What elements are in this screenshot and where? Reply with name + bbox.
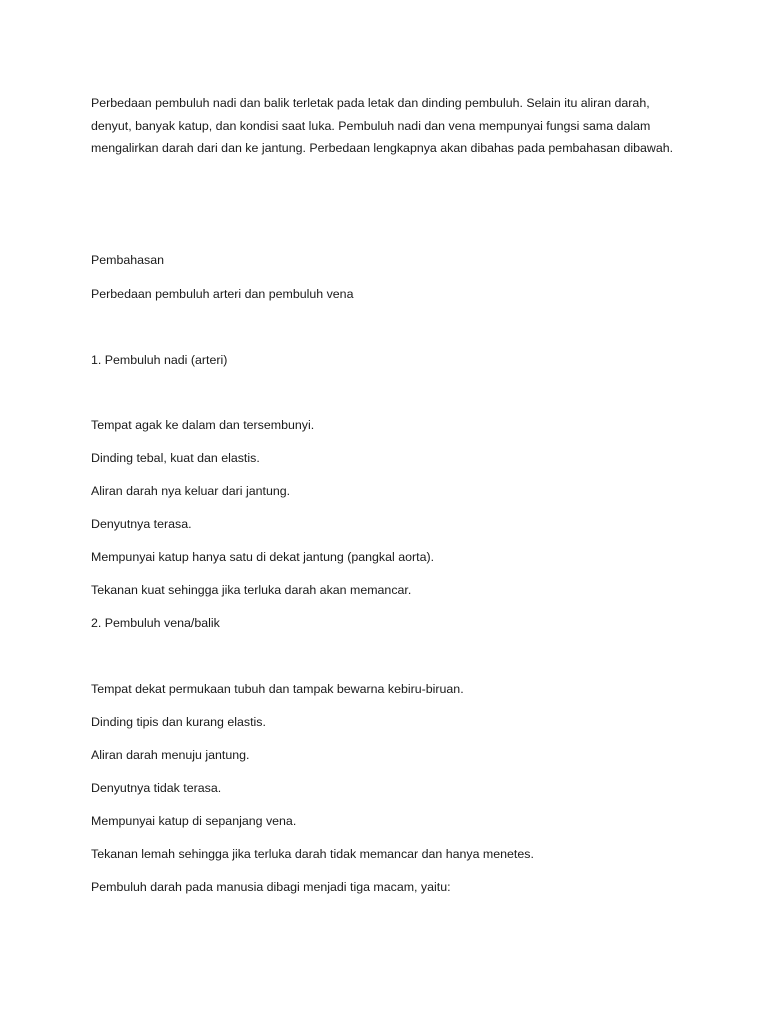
artery-item: Dinding tebal, kuat dan elastis. bbox=[91, 451, 260, 465]
vein-item: Tempat dekat permukaan tubuh dan tampak bewarna kebiru-biruan. bbox=[91, 682, 464, 696]
closing-line: Pembuluh darah pada manusia dibagi menjadi tiga macam, yaitu: bbox=[91, 880, 451, 894]
vein-item: Denyutnya tidak terasa. bbox=[91, 781, 222, 795]
artery-heading: 1. Pembuluh nadi (arteri) bbox=[91, 353, 228, 367]
vein-item: Aliran darah menuju jantung. bbox=[91, 748, 250, 762]
artery-item: Aliran darah nya keluar dari jantung. bbox=[91, 484, 291, 498]
artery-item: Mempunyai katup hanya satu di dekat jantung (pangkal aorta). bbox=[91, 550, 435, 564]
section-heading: Pembahasan bbox=[91, 253, 165, 267]
artery-item: Tekanan kuat sehingga jika terluka darah akan memancar. bbox=[91, 583, 412, 597]
artery-item: Tempat agak ke dalam dan tersembunyi. bbox=[91, 418, 315, 432]
intro-paragraph: Perbedaan pembuluh nadi dan balik terletak pada letak dan dinding pembuluh. Selain itu aliran darah, denyut, banyak katup, dan kondisi saat luka. Pembuluh nadi dan vena mempunyai fungsi sama dalam mengalirkan darah dari dan ke jantung. Perbedaan lengkapnya akan dibahas pada pembahasan dibawah. bbox=[91, 96, 674, 155]
subheading: Perbedaan pembuluh arteri dan pembuluh vena bbox=[91, 287, 354, 301]
vein-item: Mempunyai katup di sepanjang vena. bbox=[91, 814, 297, 828]
vein-heading: 2. Pembuluh vena/balik bbox=[91, 616, 220, 630]
vein-item: Dinding tipis dan kurang elastis. bbox=[91, 715, 266, 729]
vein-item: Tekanan lemah sehingga jika terluka darah tidak memancar dan hanya menetes. bbox=[91, 847, 534, 861]
artery-item: Denyutnya terasa. bbox=[91, 517, 192, 531]
